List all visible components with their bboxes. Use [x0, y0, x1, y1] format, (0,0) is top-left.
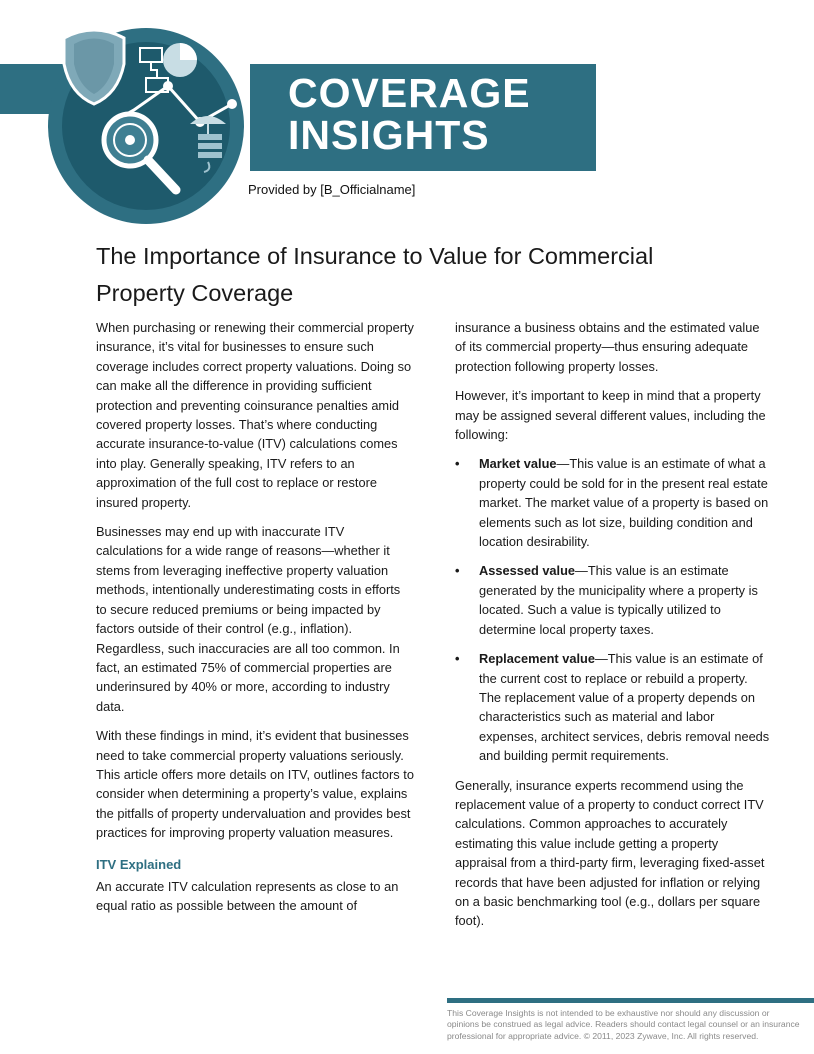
bullet-term: Replacement value [479, 651, 595, 667]
newsletter-title-line2: INSIGHTS [288, 112, 490, 158]
list-item [455, 561, 771, 639]
left-column [96, 318, 414, 926]
bullet-text: —This value is an estimate of the current cost to replace or rebuild a property. The replacement value of a property depends on characteristics such as material and labor expenses, architect services, debris removal needs and building permit requirements. [479, 651, 770, 764]
bullet-icon: • [455, 563, 460, 579]
section-heading-itv-explained: ITV Explained [96, 856, 182, 872]
right-paragraph-3: Generally, insurance experts recommend using the replacement value of a property to conduct correct ITV calculations. Common approaches to accurately estimating this value include getting a property appraisal from a third-party firm, leveraging fixed-asset records that have been adjusted for inflation or relying on a basic benchmarking tool (e.g., dollars per square foot). [455, 777, 765, 929]
shield-icon [64, 30, 124, 104]
bullet-icon: • [455, 651, 460, 667]
value-types-list [455, 454, 771, 765]
article-title: The Importance of Insurance to Value for Commercial Property Coverage [96, 243, 654, 306]
bullet-text: —This value is an estimate of what a property could be sold for in the present real estate market. The market value of a property is based on elements such as lot size, building condition and location desirability. [479, 456, 769, 550]
list-item [455, 649, 771, 765]
newsletter-title-line1: COVERAGE [288, 70, 531, 116]
bullet-term: Market value [479, 456, 557, 472]
header-illustration [48, 20, 248, 220]
bullet-term: Assessed value [479, 563, 576, 579]
left-paragraph-3: With these findings in mind, it’s evident that businesses need to take commercial property valuations seriously. This article offers more details on ITV, outlines factors to consider when determining a property’s value, explains the pitfalls of property undervaluation and provides best practices for improving property valuation measures. [96, 728, 414, 841]
left-paragraph-2: Businesses may end up with inaccurate ITV calculations for a wide range of reasons—whether it stems from leveraging ineffective property valuation methods, intentionally underestimating costs in efforts to secure reduced premiums or being impacted by factors outside of their control (e.g., inflation). Regardless, such inaccuracies are all too common. In fact, an estimated 75% of commercial properties are underinsured by 40% or more, according to industry data. [96, 524, 401, 714]
left-paragraph-1: When purchasing or renewing their commercial property insurance, it’s vital for businesses to ensure such coverage includes correct property valuations. Doing so can make all the difference in providing sufficient protection and preventing coinsurance penalties amid covered property losses. That’s where conducting accurate insurance-to-value (ITV) calculations comes into play. Generally speaking, ITV refers to an approximation of the full cost to replace or restore insured property. [96, 320, 414, 510]
list-item [455, 454, 771, 551]
left-paragraph-4: An accurate ITV calculation represents as close to an equal ratio as possible between the amount of [96, 878, 399, 914]
right-paragraph-1: insurance a business obtains and the estimated value of its commercial property—thus ensuring adequate protection following property losses. [455, 320, 760, 374]
right-paragraph-2: However, it’s important to keep in mind that a property may be assigned several different values, including the following: [455, 388, 766, 443]
footer-rule [447, 998, 814, 1003]
bullet-text: —This value is an estimate generated by the municipality where a property is located. Such a value is typically utilized to determine local property taxes. [479, 563, 758, 637]
newsletter-title [288, 72, 588, 156]
magnifier-icon [104, 114, 176, 190]
pie-chart-icon [163, 43, 197, 77]
right-column [455, 318, 771, 941]
bullet-icon: • [455, 456, 460, 472]
provided-by: Provided by [B_Officialname] [248, 182, 416, 197]
coin-stack-icon [198, 134, 222, 172]
footer-disclaimer: This Coverage Insights is not intended to be exhaustive nor should any discussion or opinions be construed as legal advice. Readers should contact legal counsel or an insurance professional for appropriate advice. © 2011, 2023 Zywave, Inc. All rights reserved. [447, 1008, 800, 1041]
